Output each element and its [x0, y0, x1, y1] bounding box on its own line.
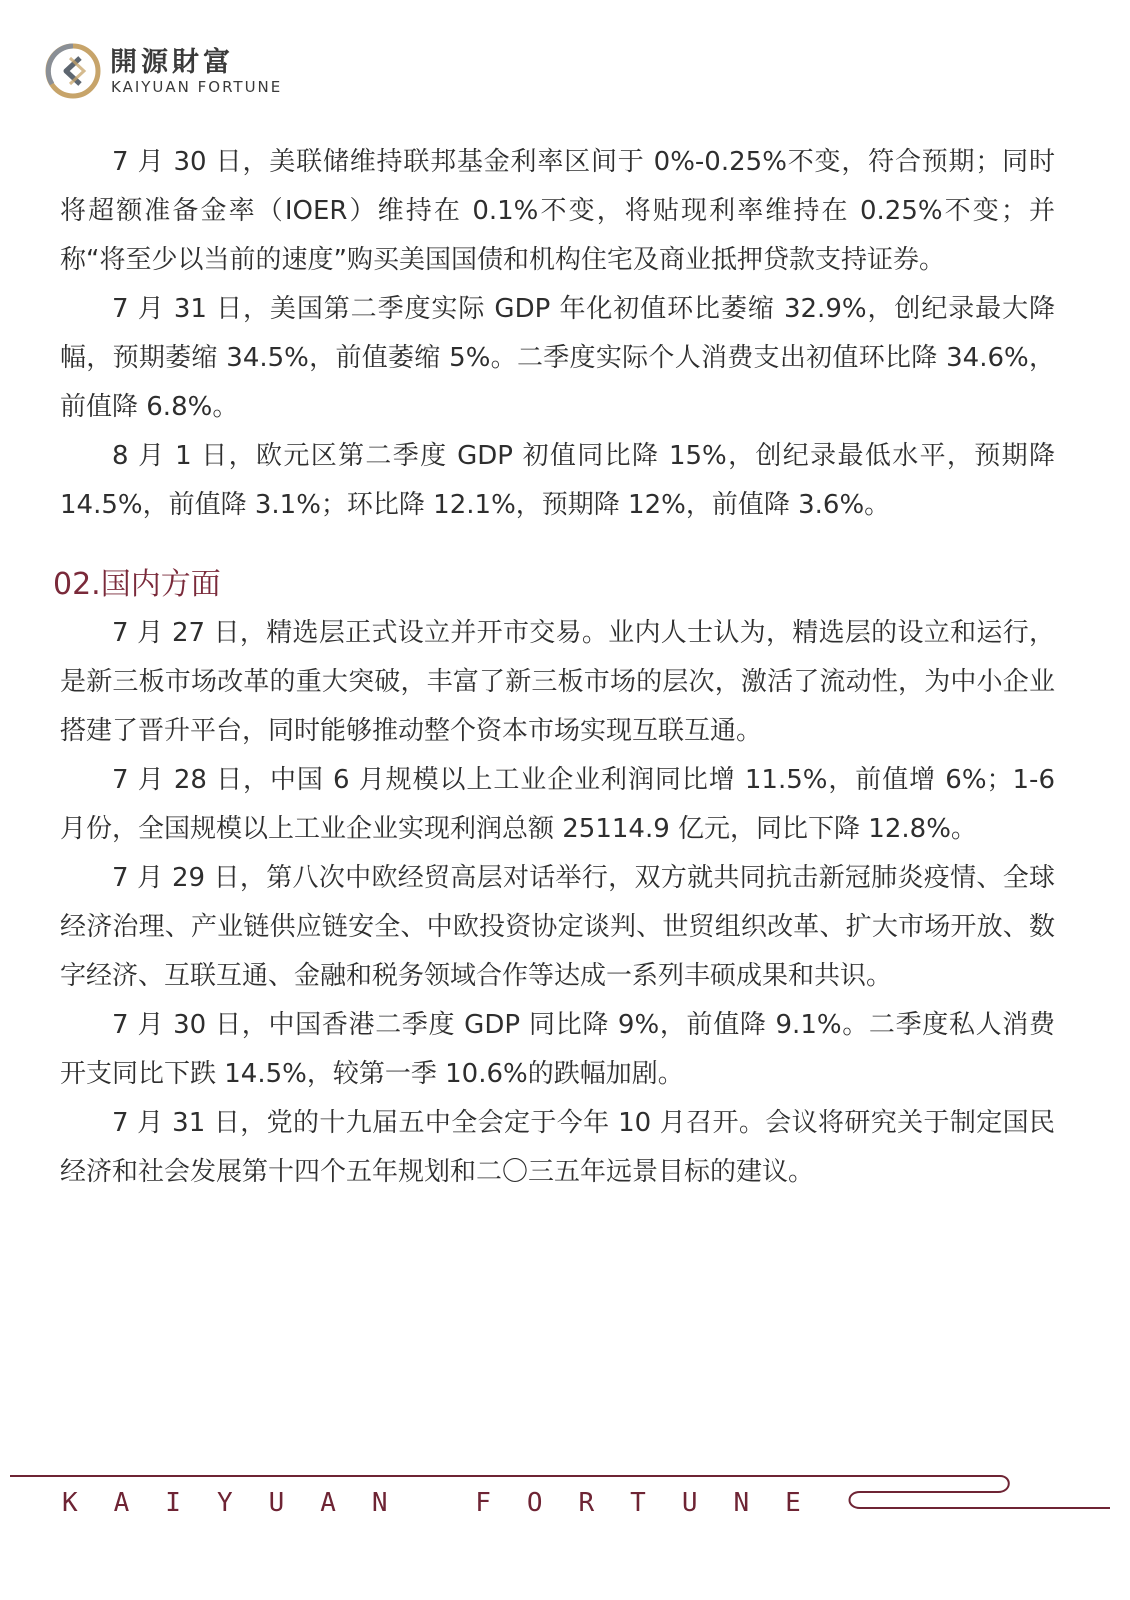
paragraph-intl-3: 8 月 1 日，欧元区第二季度 GDP 初值同比降 15%，创纪录最低水平，预期降 14.5%，前值降 3.1%；环比降 12.1%，预期降 12%，前值降 3.6%。	[60, 441, 1055, 520]
paragraph-domestic-1: 7 月 27 日，精选层正式设立并开市交易。业内人士认为，精选层的设立和运行，是新三板市场改革的重大突破，丰富了新三板市场的层次，激活了流动性，为中小企业搭建了晋升平台，同时能够推动整个资本市场实现互联互通。	[60, 618, 1055, 746]
page-header	[44, 38, 444, 100]
paragraph-domestic-4: 7 月 30 日，中国香港二季度 GDP 同比降 9%，前值降 9.1%。二季度私人消费开支同比下跌 14.5%，较第一季 10.6%的跌幅加剧。	[60, 1010, 1055, 1089]
paragraph-domestic-5: 7 月 31 日，党的十九届五中全会定于今年 10 月召开。会议将研究关于制定国民经济和社会发展第十四个五年规划和二〇三五年远景目标的建议。	[60, 1108, 1055, 1187]
kaiyuan-ring-logo-icon	[44, 42, 102, 100]
paragraph-intl-1: 7 月 30 日，美联储维持联邦基金利率区间于 0%-0.25%不变，符合预期；同时将超额准备金率（IOER）维持在 0.1%不变，将贴现利率维持在 0.25%不变；并称“将至少以当前的速度”购买美国国债和机构住宅及商业抵押贷款支持证券。	[60, 147, 1055, 275]
section-title-domestic: 02.国内方面	[53, 567, 221, 602]
footer-brand-text: KAIYUAN FORTUNE	[62, 1488, 837, 1518]
paragraph-intl-2: 7 月 31 日，美国第二季度实际 GDP 年化初值环比萎缩 32.9%，创纪录最大降幅，预期萎缩 34.5%，前值萎缩 5%。二季度实际个人消费支出初值环比降 34.6%，前值降 6.8%。	[60, 294, 1055, 422]
article-body	[53, 138, 1055, 1197]
brand-name-english: KAIYUAN FORTUNE	[111, 78, 283, 96]
paragraph-domestic-3: 7 月 29 日，第八次中欧经贸高层对话举行，双方就共同抗击新冠肺炎疫情、全球经济治理、产业链供应链安全、中欧投资协定谈判、世贸组织改革、扩大市场开放、数字经济、互联互通、金融和税务领域合作等达成一系列丰硕成果和共识。	[60, 863, 1055, 991]
brand-name-chinese: 開源財富	[110, 47, 234, 78]
paragraph-domestic-2: 7 月 28 日，中国 6 月规模以上工业企业利润同比增 11.5%，前值增 6%；1-6 月份，全国规模以上工业企业实现利润总额 25114.9 亿元，同比下降 12.8%。	[60, 765, 1055, 844]
page-footer	[0, 1470, 1130, 1540]
